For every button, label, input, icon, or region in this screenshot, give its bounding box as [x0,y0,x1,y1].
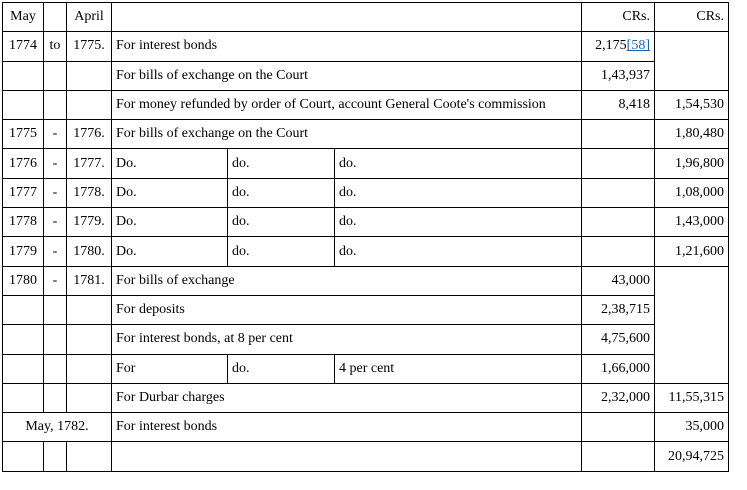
row-amount [582,237,655,266]
row-amount: 4,75,600 [582,325,655,354]
row-separator [44,325,67,354]
row-description: For [112,354,228,383]
row-total: 35,000 [655,413,729,442]
row-description-ditto: do. [335,208,582,237]
row-from-year [3,325,44,354]
row-separator [44,354,67,383]
row-description [112,442,582,471]
row-separator [44,295,67,324]
row-amount [582,120,655,149]
row-total: 1,80,480 [655,120,729,149]
row-total-empty [655,266,729,383]
grand-total-row [3,442,729,471]
row-to-year [67,354,112,383]
row-amount [582,413,655,442]
row-amount: 2,38,715 [582,295,655,324]
row-amount: 43,000 [582,266,655,295]
row-description: Do. [112,208,228,237]
row-from-year [3,383,44,412]
ledger-table [2,2,729,472]
row-total: 1,43,000 [655,208,729,237]
row-to-year [67,61,112,90]
row-amount: 8,418 [582,90,655,119]
grand-total: 20,94,725 [655,442,729,471]
row-separator: - [44,120,67,149]
row-from-year: 1779 [3,237,44,266]
row-description: For bills of exchange on the Court [112,120,582,149]
row-description: For deposits [112,295,582,324]
row-description: For Durbar charges [112,383,582,412]
row-description: For bills of exchange [112,266,582,295]
row-description: Do. [112,178,228,207]
table-row [3,178,729,207]
row-from-year [3,354,44,383]
row-from-year [3,442,44,471]
row-to-year [67,383,112,412]
row-to-year [67,295,112,324]
row-date: May, 1782. [3,413,112,442]
row-amount [582,178,655,207]
row-total-empty [655,32,729,91]
header-total-currency: CRs. [655,3,729,32]
row-amount: 1,66,000 [582,354,655,383]
row-separator: - [44,237,67,266]
row-to-year [67,90,112,119]
row-separator: - [44,178,67,207]
row-to-year: 1781. [67,266,112,295]
row-total: 1,96,800 [655,149,729,178]
row-description: Do. [112,237,228,266]
row-amount-value: 2,175 [595,38,627,54]
row-description-ditto: do. [335,178,582,207]
header-from-month: May [3,3,44,32]
table-row [3,295,729,324]
row-to-year: 1779. [67,208,112,237]
row-to-year [67,325,112,354]
table-row [3,325,729,354]
row-description-ditto: do. [228,237,335,266]
row-description-ditto: do. [228,178,335,207]
row-separator [44,90,67,119]
table-row [3,149,729,178]
row-to-year: 1777. [67,149,112,178]
row-to-year: 1778. [67,178,112,207]
row-description: For interest bonds [112,413,582,442]
header-amount-currency: CRs. [582,3,655,32]
row-from-year [3,90,44,119]
table-row [3,266,729,295]
row-amount [582,442,655,471]
row-from-year: 1778 [3,208,44,237]
row-total: 1,54,530 [655,90,729,119]
row-to-year: 1775. [67,32,112,61]
row-description: For interest bonds, at 8 per cent [112,325,582,354]
row-to-year [67,442,112,471]
row-description-rate: 4 per cent [335,354,582,383]
row-description-ditto: do. [228,208,335,237]
row-separator [44,383,67,412]
table-row [3,237,729,266]
row-total: 1,21,600 [655,237,729,266]
footnote-link[interactable]: [58] [626,38,650,54]
header-sep-cell [44,3,67,32]
row-amount [582,149,655,178]
row-from-year: 1777 [3,178,44,207]
row-description-ditto: do. [228,354,335,383]
row-from-year: 1775 [3,120,44,149]
row-amount [582,32,655,61]
row-separator: to [44,32,67,61]
row-from-year: 1780 [3,266,44,295]
row-total: 11,55,315 [655,383,729,412]
table-row [3,61,729,90]
row-amount: 1,43,937 [582,61,655,90]
row-from-year: 1774 [3,32,44,61]
row-separator [44,442,67,471]
table-row [3,120,729,149]
row-to-year: 1776. [67,120,112,149]
table-row [3,208,729,237]
header-to-month: April [67,3,112,32]
row-description: Do. [112,149,228,178]
header-row [3,3,729,32]
row-description-ditto: do. [335,149,582,178]
row-amount [582,208,655,237]
table-row [3,413,729,442]
row-description-ditto: do. [335,237,582,266]
table-row [3,90,729,119]
table-row [3,354,729,383]
row-separator [44,61,67,90]
row-to-year: 1780. [67,237,112,266]
row-from-year [3,61,44,90]
row-description: For interest bonds [112,32,582,61]
row-separator: - [44,149,67,178]
row-amount: 2,32,000 [582,383,655,412]
header-desc-cell [112,3,582,32]
row-separator: - [44,266,67,295]
row-description: For bills of exchange on the Court [112,61,582,90]
row-description: For money refunded by order of Court, account General Coote's commission [112,90,582,119]
table-row [3,383,729,412]
row-from-year: 1776 [3,149,44,178]
row-from-year [3,295,44,324]
row-total: 1,08,000 [655,178,729,207]
table-row [3,32,729,61]
row-separator: - [44,208,67,237]
row-description-ditto: do. [228,149,335,178]
